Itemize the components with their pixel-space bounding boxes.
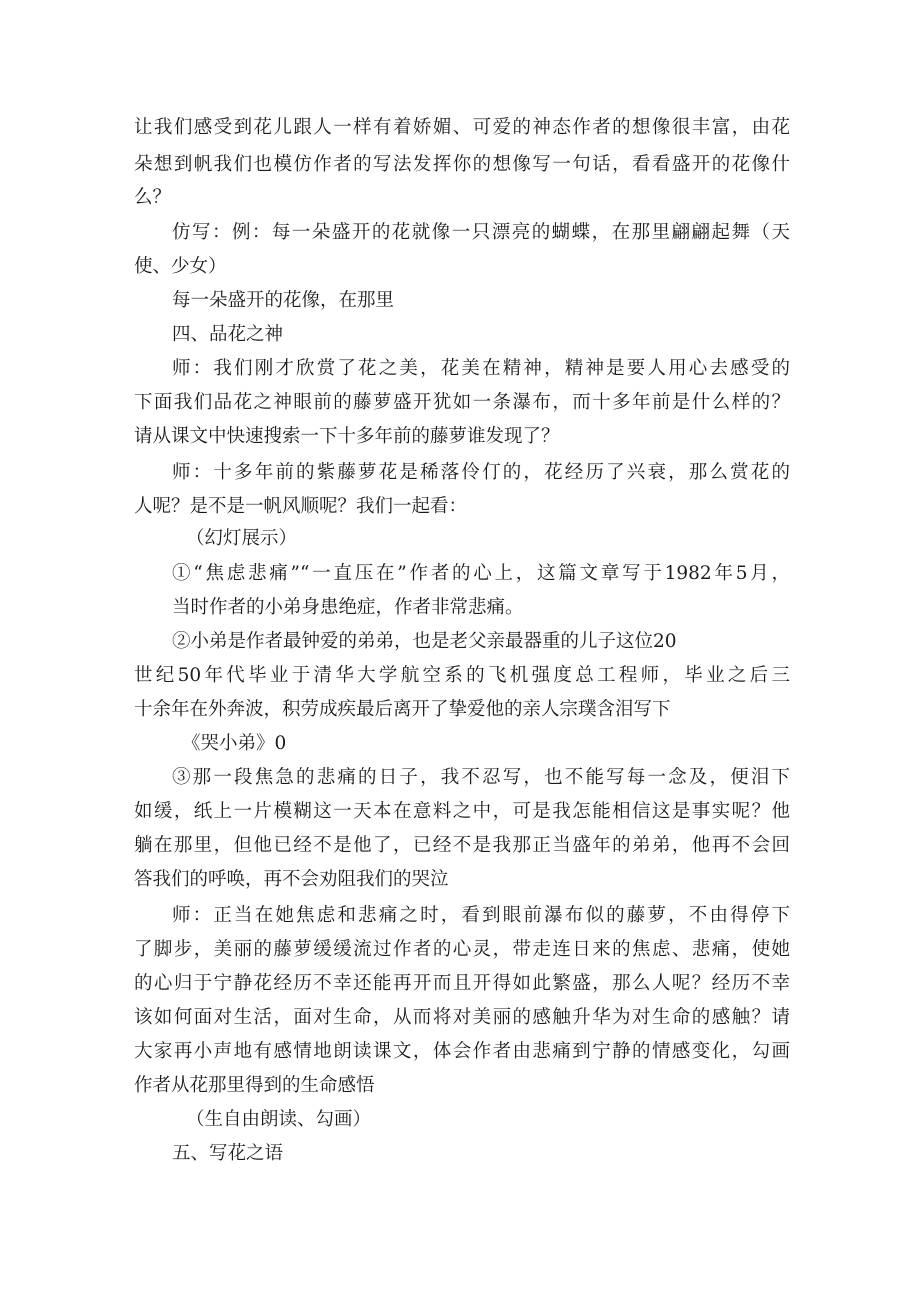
text-line: 十余年在外奔波，积劳成疾最后离开了挚爱他的亲人宗璞含泪写下	[134, 699, 671, 720]
text-line: 世纪50年代毕业于清华大学航空系的飞机强度总工程师，毕业之后三	[134, 665, 790, 686]
text-line: 请从课文中快速搜索一下十多年前的藤萝谁发现了？	[134, 426, 560, 447]
text-line: 使、少女）	[134, 256, 227, 277]
text-line: 大家再小声地有感情地朗读课文，体会作者由悲痛到宁静的情感变化，勾画	[134, 1041, 790, 1062]
text-line: （生自由朗读、勾画）	[186, 1109, 372, 1130]
text-line: 师：正当在她焦虑和悲痛之时，看到眼前瀑布似的藤萝，不由得停下	[172, 905, 790, 926]
text-line: ③那一段焦急的悲痛的日子，我不忍写，也不能写每一念及，便泪下	[172, 767, 790, 788]
text-line: 《哭小弟》0	[182, 733, 287, 754]
text-line: 该如何面对生活，面对生命，从而将对美丽的感触升华为对生命的感触？请	[134, 1007, 790, 1028]
text-line: 师：我们刚才欣赏了花之美，花美在精神，精神是要人用心去感受的	[172, 358, 790, 379]
section-heading: 五、写花之语	[172, 1143, 284, 1164]
text-line: 人呢？是不是一帆风顺呢？我们一起看：	[134, 496, 468, 517]
text-line: 当时作者的小弟身患绝症，作者非常悲痛。	[172, 597, 524, 618]
text-line: 了脚步，美丽的藤萝缓缓流过作者的心灵，带走连日来的焦虑、悲痛，使她	[134, 939, 790, 960]
text-line: ②小弟是作者最钟爱的弟弟，也是老父亲最器重的儿子这位20	[172, 631, 677, 652]
text-line: 如缓，纸上一片模糊这一天本在意料之中，可是我怎能相信这是事实呢？他	[134, 801, 790, 822]
text-line: 的心归于宁静花经历不幸还能再开而且开得如此繁盛，那么人呢？经历不幸	[134, 973, 790, 994]
text-line: ①“焦虑悲痛”“一直压在”作者的心上，这篇文章写于1982年5月，	[172, 563, 790, 584]
text-line: 每一朵盛开的花像，在那里	[172, 290, 395, 311]
text-line: 么？	[134, 187, 172, 208]
text-line: 作者从花那里得到的生命感悟	[134, 1075, 375, 1096]
text-line: （幻灯展示）	[186, 528, 298, 549]
text-line: 躺在那里，但他已经不是他了，已经不是我那正当盛年的弟弟，他再不会回	[134, 835, 790, 856]
section-heading: 四、品花之神	[172, 324, 284, 345]
text-line: 仿写：例：每一朵盛开的花就像一只漂亮的蝴蝶，在那里翩翩起舞（天	[172, 222, 790, 243]
text-line: 下面我们品花之神眼前的藤萝盛开犹如一条瀑布，而十多年前是什么样的？	[134, 392, 790, 413]
text-line: 让我们感受到花儿跟人一样有着娇媚、可爱的神态作者的想像很丰富，由花	[134, 117, 790, 138]
text-line: 朵想到帆我们也模仿作者的写法发挥你的想像写一句话，看看盛开的花像什	[134, 154, 790, 175]
text-line: 师：十多年前的紫藤萝花是稀落伶仃的，花经历了兴衰，那么赏花的	[172, 462, 790, 483]
text-line: 答我们的呼唤，再不会劝阻我们的哭泣	[134, 869, 449, 890]
